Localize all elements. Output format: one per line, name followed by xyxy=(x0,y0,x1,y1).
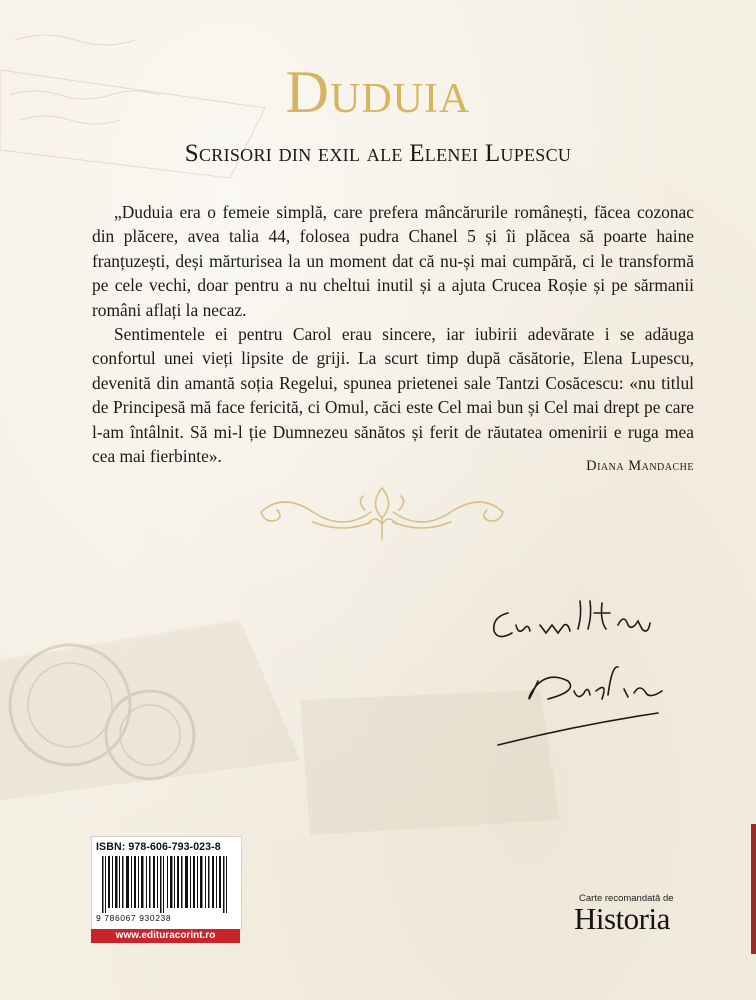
historia-logo: Historia xyxy=(574,901,670,936)
excerpt-author: Diana Mandache xyxy=(586,458,694,474)
barcode-icon xyxy=(96,856,237,913)
book-title: Duduia xyxy=(285,59,471,125)
handwritten-signature xyxy=(478,595,718,765)
spine-edge-strip xyxy=(751,824,756,954)
barcode-digits: 9 786067 930238 xyxy=(96,913,172,923)
book-subtitle: Scrisori din exil ale Elenei Lupescu xyxy=(184,140,572,167)
excerpt-paragraph: Sentimentele ei pentru Carol erau sincere, iar iubirii adevărate i se adăuga confortul unei vieți lipsite de griji. La scurt timp după căsătorie, Elena Lupescu, devenită din amantă soția Regelui, spunea prietenei sale Tantzi Cosăcescu: «nu titlul de Principesă mă face fericită, ci Omul, căci este Cel mai bun și Cel mai drept pe care l-am întâlnit. Să mi-l ție Dumnezeu sănătos și ferit de răutatea omenirii e ruga mea cea mai fierbinte». xyxy=(92,324,694,467)
excerpt-paragraph: „Duduia era o femeie simplă, care prefera mâncărurile românești, făcea cozonac din plăcere, avea talia 44, folosea pudra Chanel 5 și îi plăcea să poarte haine franțuzești, deși mărturisea la un moment dat că nu-și mai cumpără, ci le transformă pe cele vechi, doar pentru a nu cheltui inutil și a ajuta Crucea Roșie și pe sărmanii români aflați la necaz. xyxy=(92,202,694,320)
excerpt xyxy=(92,200,694,468)
recommendation-caption: Carte recomandată de xyxy=(579,893,674,904)
decorative-flourish-icon xyxy=(253,482,511,544)
isbn-barcode-block xyxy=(91,836,242,930)
isbn-label: ISBN: 978-606-793-023-8 xyxy=(96,841,221,853)
publisher-website-link[interactable]: www.edituracorint.ro xyxy=(91,929,240,943)
